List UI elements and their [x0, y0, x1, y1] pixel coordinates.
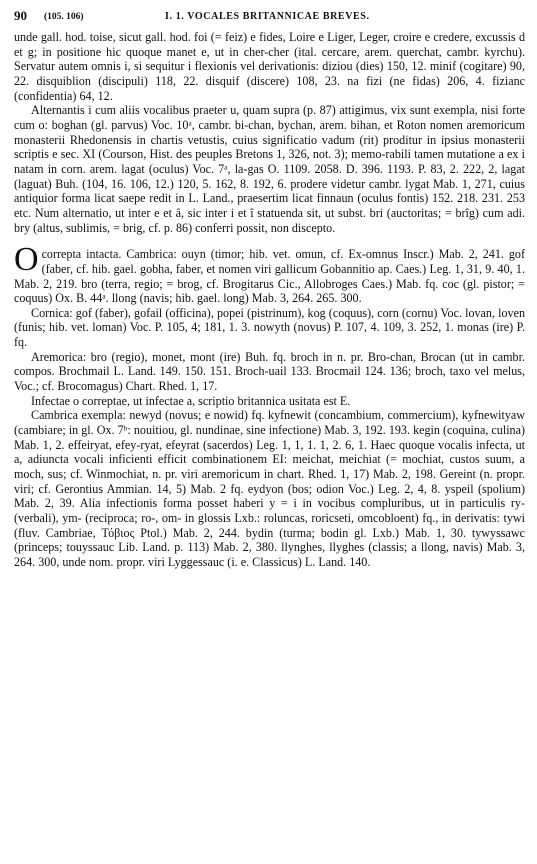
paragraph-5: Aremorica: bro (regio), monet, mont (ire) Buh. fq. broch in n. pr. Bro-chan, Brocan (ut in cambr. compos. Brochmail L. Land. 149. 150. 151. Broch-uail 133. Brocmail 124. 136; broch, taxo vel melus, Voc.; cf. Brocomagus) Chart. Rhed. 1, 17.	[14, 349, 525, 394]
paragraph-2: Alternantis i cum aliis vocalibus praeter u, quam supra (p. 87) attigimus, vix sunt exempla, nisi forte cum o: boghan (gl. parvus) Voc. 10ᵃ, cambr. bi-chan, bychan, arem. bihan, et Roton nomen aremoricum monasterii Rhedonensis in chartis vetustis, cuius significatio vadum (rit) proditur in ipsius monasterii scriptis e sec. XI (Courson, Hist. des peuples Bretons 1, 326, not. 3); memo-rabili tamen mutatione a ex i natam in corn. arem. lagat (oculus) Voc. 7ᵃ, la-gas O. 1109. 2058. D. 396. 1193. P. 83, 2. 222, 2, lagat (laguat) Buh. (104, 16. 106, 12.) 120, 5. 162, 8. 192, 6. prodere videtur cambr. lygat Mab. 1, 271, cuius antiquior forma licat saepe redit in L. Land., praesertim licat finnaun (oculus fontis) 152. 218. 231. 253 etc. Num alternatio, ut inter e et â, sic inter i et î statuenda sit, ut subst. bri (auctoritas; = brîg) cum adi. bry (altus, sublimis, = brig, cf. p. 86) conferri possit, non discepto.	[14, 103, 525, 235]
running-header	[14, 8, 523, 24]
main-text	[14, 30, 525, 570]
paragraph-4: Cornica: gof (faber), gofail (officina), popei (pistrinum), kog (coquus), corn (cornu) Voc. lovan, loven (funis; hib. vet. loman) Voc. P. 105, 4; 181, 1. 3. nowyth (novus) P. 107, 4. 109, 3. 252, 1. monas (ire) P. fq.	[14, 305, 525, 350]
running-title: I. 1. VOCALES BRITANNICAE BREVES.	[165, 11, 370, 22]
drop-cap: O	[14, 241, 39, 279]
paragraph-6: Infectae o correptae, ut infectae a, scriptio britannica usitata est E.	[31, 393, 351, 408]
page-number: 90	[14, 8, 27, 23]
paragraph-3-text: correpta intacta. Cambrica: ouyn (timor; hib. vet. omun, cf. Ex-omnus Inscr.) Mab. 2, 241. gof (faber, cf. hib. gael. gobha, faber, et nomen viri gallicum Gobannitio ap. Caes.) Leg. 1, 31, 9. 40, 1. Mab. 2, 219. bro (terra, regio; = brog, cf. Brogitarus Cic., Allobroges Caes.) Mab. fq. coc (gl. pistor; = coquus) Ox. B. 44ᵃ. llong (navis; hib. gael. long) Mab. 3, 264. 265. 300.	[14, 247, 525, 306]
paragraph-1: unde gall. hod. toise, sicut gall. hod. foi (= feiz) e fides, Loire e Liger, Leger, croire e credere, excussis d et g; in positione hic quoque manet e, ut in cher-cher (ital. cercare, arem. querchat, cambr. kyrchu). Servatur autem omnis i, si sequitur i flexionis vel derivationis: diziou (dies) 150, 12. minif (cogitare) 90, 22. disquiblion (discipuli) 118, 22. disquif (discere) 108, 23. na fizi (ne fidas) 206, 4. fizianc (confidentia) 64, 12.	[14, 30, 525, 103]
paragraph-3	[14, 241, 525, 306]
section-reference: (105. 106)	[44, 12, 84, 22]
paragraph-7: Cambrica exempla: newyd (novus; e nowid) fq. kyfnewit (concambium, commercium), kyfnewityaw (cambiare; in gl. Ox. 7ᵇ: nouitiou, gl. nundinae, sine infectione) Mab. 3, 192. 193. kegin (coquina, culina) Mab. 1, 2. effeiryat, efey-ryat, efeyrat (sacerdos) Leg. 1, 1, 1. 1, 2. 6, 1. Haec quoque vocalis infecta, ut a, adiuncta vocali inficienti efficit combinationem EI: meichat, meichiat (= mochiat, custos suum, a moch, sus; cf. Winmochiat, n. pr. viri aremoricum in chart. Rhed. 1, 17) Mab. 2, 198. Gereint (n. propr. viri; cf. Gerontius Ammian. 14, 5) Mab. 2 fq. eydyon (bos; odion Voc.) Leg. 2, 4, 8. yspeil (spolium) Mab. 2, 39. Alia infectionis forma posset haberi y = i in vocibus compluribus, ut in particulis ry- (verbali), ym- (reciproca; ro-, om- in glossis Lxb.: roluncas, roricseti, omcobloent) fq., in derivatis: tywi (fluv. Cambriae, Τόβιος Ptol.) Mab. 2, 244. bydin (turma; bodin gl. Lxb.) Mab. 1, 30. tywyssawc (princeps; touyssauc Lib. Land. p. 113) Mab. 2, 380. llynghes, llyghes (classis; a llong, navis) Mab. 3, 264. 300, unde nom. propr. viri Lyggessauc (i. e. Classicus) L. Land. 140.	[14, 408, 525, 569]
